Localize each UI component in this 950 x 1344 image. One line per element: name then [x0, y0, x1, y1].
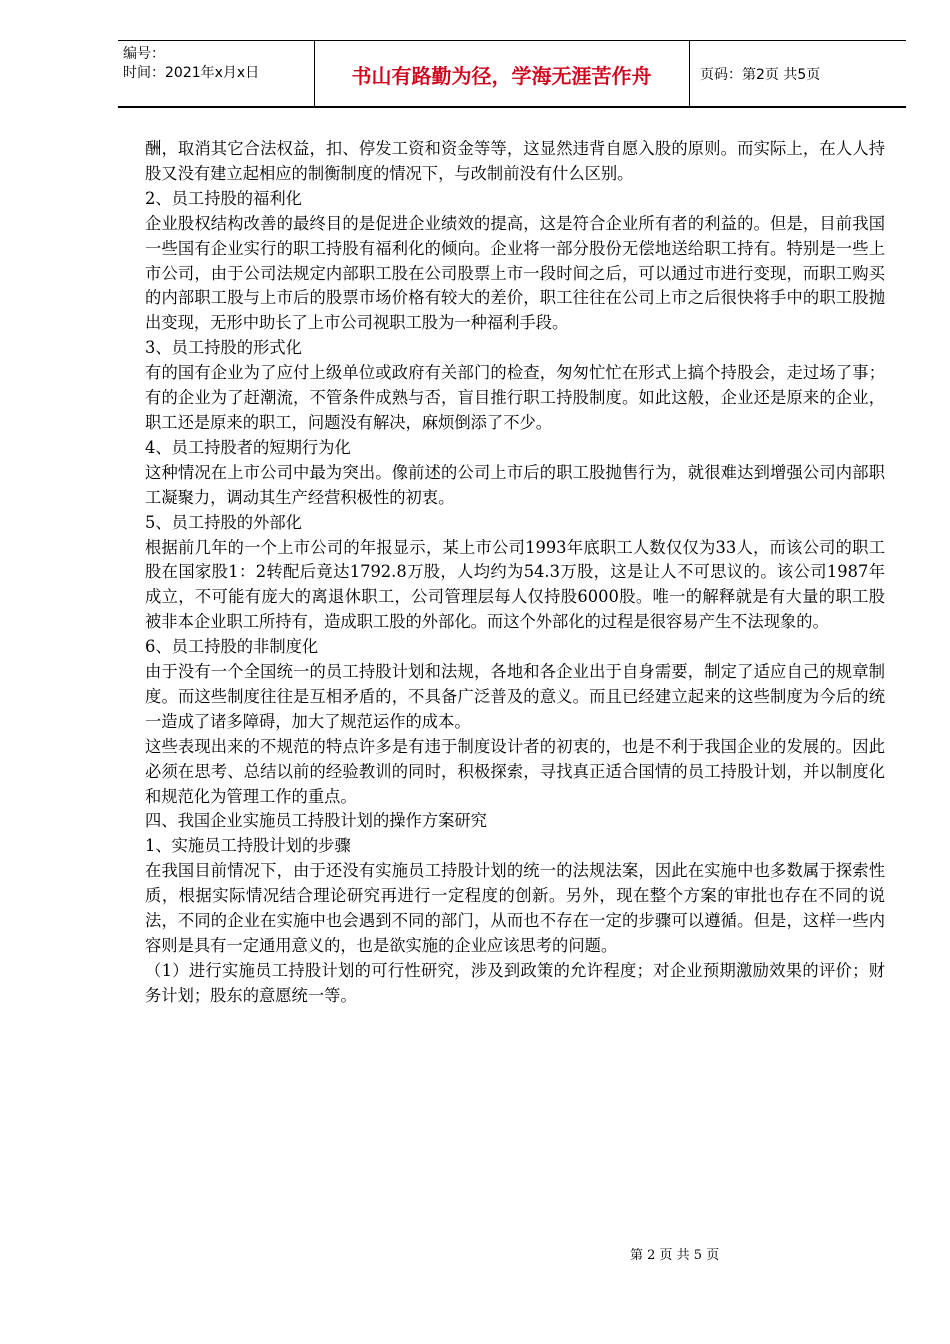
body-paragraph: （1）进行实施员工持股计划的可行性研究，涉及到政策的允许程度；对企业预期激励效果的评价；财务计划；股东的意愿统一等。 [145, 960, 885, 1005]
header-bottom-rule [118, 106, 906, 108]
body-paragraph: 这些表现出来的不规范的特点许多是有违于制度设计者的初衷的，也是不利于我国企业的发展的。因此必须在思考、总结以前的经验教训的同时，积极探索，寻找真正适合国情的员工持股计划，并以制度化和规范化为管理工作的重点。 [145, 736, 885, 806]
body-paragraph: 酬，取消其它合法权益，扣、停发工资和资金等等，这显然违背自愿入股的原则。而实际上，在人人持股又没有建立起相应的制衡制度的情况下，与改制前没有什么区别。 [145, 139, 885, 183]
section-heading: 1、实施员工持股计划的步骤 [145, 836, 351, 856]
page-footer: 第 2 页 共 5 页 [630, 1248, 720, 1263]
chapter-heading: 四、我国企业实施员工持股计划的操作方案研究 [145, 811, 487, 831]
section-heading: 5、员工持股的外部化 [145, 512, 302, 532]
header-divider [689, 40, 690, 108]
body-paragraph: 这种情况在上市公司中最为突出。像前述的公司上市后的职工股抛售行为，就很难达到增强公司内部职工凝聚力，调动其生产经营积极性的初衷。 [145, 462, 885, 507]
section-heading: 3、员工持股的形式化 [145, 338, 302, 358]
body-paragraph: 根据前几年的一个上市公司的年报显示，某上市公司1993年底职工人数仅仅为33人，而该公司的职工股在国家股1：2转配后竟达1792.8万股，人均约为54.3万股，这是让人不可思议的。该公司1987年成立，不可能有庞大的离退休职工，公司管理层每人仅持股6000股。唯一的解释就是有大量的职工股被非本企业职工所持有，造成职工股的外部化。而这个外部化的过程是很容易产生不法现象的。 [145, 537, 885, 632]
page-header [118, 40, 906, 108]
body-paragraph: 由于没有一个全国统一的员工持股计划和法规，各地和各企业出于自身需要，制定了适应自己的规章制度。而这些制度往往是互相矛盾的，不具备广泛普及的意义。而且已经建立起来的这些制度为今后的统一造成了诸多障碍，加大了规范运作的成本。 [145, 662, 885, 731]
section-heading: 2、员工持股的福利化 [145, 188, 302, 208]
body-paragraph: 在我国目前情况下，由于还没有实施员工持股计划的统一的法规法案，因此在实施中也多数属于探索性质，根据实际情况结合理论研究再进行一定程度的创新。另外，现在整个方案的审批也存在不同的说法，不同的企业在实施中也会遇到不同的部门，从而也不存在一定的步骤可以遵循。但是，这样一些内容则是具有一定通用意义的，也是欲实施的企业应该思考的问题。 [145, 861, 885, 955]
body-paragraph: 企业股权结构改善的最终目的是促进企业绩效的提高，这是符合企业所有者的利益的。但是，目前我国一些国有企业实行的职工持股有福利化的倾向。企业将一部分股份无偿地送给职工持有。特别是一些上市公司，由于公司法规定内部职工股在公司股票上市一段时间之后，可以通过市进行变现，而职工购买的内部职工股与上市后的股票市场价格有较大的差价，职工往往在公司上市之后很快将手中的职工股抛出变现，无形中助长了上市公司视职工股为一种福利手段。 [145, 213, 885, 333]
section-heading: 6、员工持股的非制度化 [145, 637, 319, 657]
header-motto: 书山有路勤为径，学海无涯苦作舟 [351, 64, 652, 88]
document-time-label: 时间：2021年x月x日 [123, 65, 260, 81]
document-body [145, 137, 885, 1009]
header-meta [123, 45, 259, 83]
document-number-label: 编号： [123, 46, 165, 62]
section-heading: 4、员工持股者的短期行为化 [145, 437, 351, 457]
header-top-rule [118, 40, 906, 41]
header-page-number: 页码：第2页 共5页 [700, 67, 821, 83]
body-paragraph: 有的国有企业为了应付上级单位或政府有关部门的检查，匆匆忙忙在形式上搞个持股会，走过场了事；有的企业为了赶潮流，不管条件成熟与否，盲目推行职工持股制度。如此这般，企业还是原来的企业，职工还是原来的职工，问题没有解决，麻烦倒添了不少。 [145, 363, 885, 432]
